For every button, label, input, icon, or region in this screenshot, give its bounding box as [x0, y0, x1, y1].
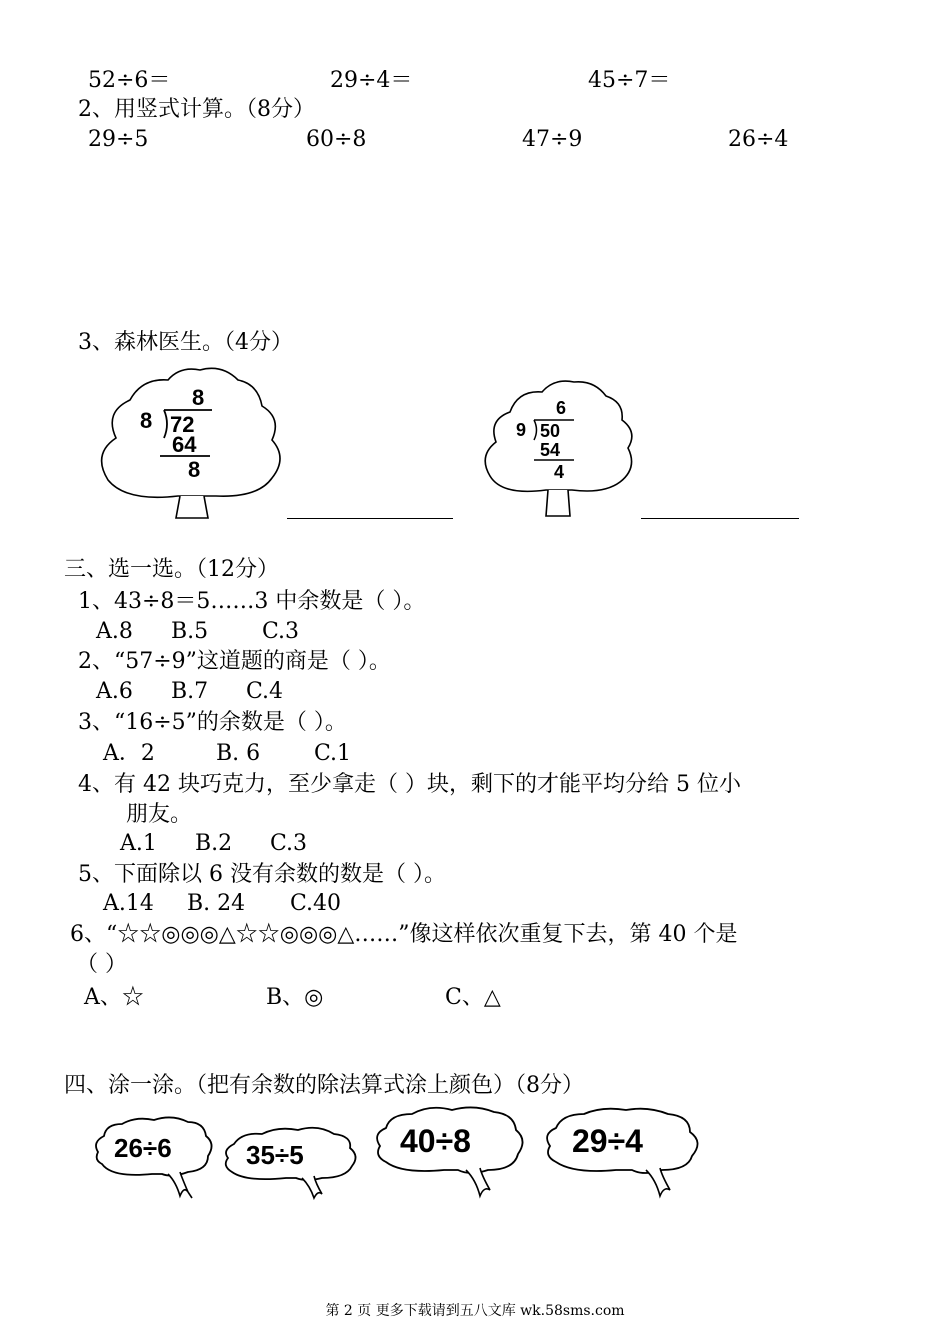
s3-q5-option-a: A.14	[103, 891, 154, 916]
s3-q6-text-cont: （ ）	[76, 952, 127, 977]
tree-1-remainder: 8	[188, 457, 201, 482]
tree-2-quotient: 6	[556, 398, 567, 418]
s3-q4-option-a: A.1	[120, 831, 157, 856]
tree-2-remainder: 4	[554, 462, 565, 482]
s3-q2-text: 2、“57÷9”这道题的商是（ ）。	[78, 649, 391, 674]
q2-item-3: 47÷9	[522, 127, 583, 152]
bubble-3[interactable]	[372, 1104, 528, 1202]
tree-2	[482, 378, 634, 518]
tree-2-product: 54	[540, 440, 561, 460]
s3-q6-text: 6、“☆☆◎◎◎△☆☆◎◎◎△……”像这样依次重复下去，第 40 个是	[70, 922, 738, 947]
s3-q6-option-b: B、◎	[266, 985, 324, 1010]
tree-1	[96, 362, 286, 520]
tree-1-product: 64	[172, 432, 197, 457]
s3-q5-option-b: B. 24	[187, 891, 246, 916]
s3-q1-option-b: B.5	[171, 619, 209, 644]
problem-29-div-4: 29÷4＝	[330, 68, 413, 93]
bubble-2-label: 35÷5	[246, 1140, 304, 1170]
bubble-1-label: 26÷6	[114, 1133, 172, 1163]
tree-1-divisor: 8	[140, 408, 153, 433]
s3-q4-text-cont: 朋友。	[126, 802, 193, 827]
bubble-4[interactable]	[542, 1106, 704, 1202]
s3-q6-option-c: C、△	[445, 985, 501, 1010]
s3-q1-option-a: A.8	[96, 619, 133, 644]
section4-title: 四、涂一涂。（把有余数的除法算式涂上颜色）（8分）	[64, 1073, 584, 1098]
tree-2-divisor: 9	[516, 420, 527, 440]
problem-45-div-7: 45÷7＝	[588, 68, 671, 93]
q2-item-2: 60÷8	[306, 127, 367, 152]
bubble-4-label: 29÷4	[572, 1123, 643, 1159]
bubble-2[interactable]	[222, 1124, 362, 1202]
s3-q3-option-b: B. 6	[216, 741, 261, 766]
tree-1-quotient: 8	[192, 385, 205, 410]
q2-item-4: 26÷4	[728, 127, 789, 152]
q3-title: 3、森林医生。（4分）	[78, 330, 293, 355]
bubble-3-label: 40÷8	[400, 1123, 471, 1159]
answer-blank-2[interactable]	[641, 518, 799, 519]
s3-q3-option-c: C.1	[314, 741, 352, 766]
s3-q4-option-c: C.3	[270, 831, 308, 856]
answer-blank-1[interactable]	[287, 518, 453, 519]
s3-q4-text: 4、有 42 块巧克力，至少拿走（ ）块，剩下的才能平均分给 5 位小	[78, 772, 741, 797]
s3-q5-option-c: C.40	[290, 891, 342, 916]
s3-q2-option-a: A.6	[96, 679, 133, 704]
page-footer: 第 2 页 更多下载请到五八文库 wk.58sms.com	[325, 1303, 625, 1319]
problem-52-div-6: 52÷6＝	[88, 68, 171, 93]
s3-q3-text: 3、“16÷5”的余数是（ ）。	[78, 710, 347, 735]
s3-q2-option-b: B.7	[171, 679, 209, 704]
s3-q1-text: 1、43÷8＝5……3 中余数是（ ）。	[78, 589, 426, 614]
tree-1-dividend: 72	[170, 412, 195, 437]
s3-q1-option-c: C.3	[262, 619, 300, 644]
bubble-1[interactable]	[92, 1112, 216, 1202]
s3-q2-option-c: C.4	[246, 679, 284, 704]
tree-2-dividend: 50	[540, 421, 561, 441]
s3-q6-option-a: A、☆	[84, 985, 144, 1010]
s3-q3-option-a: A．2	[103, 741, 155, 766]
q2-item-1: 29÷5	[88, 127, 149, 152]
section3-title: 三、选一选。（12分）	[64, 557, 279, 582]
s3-q4-option-b: B.2	[195, 831, 233, 856]
q2-title: 2、用竖式计算。（8分）	[78, 97, 315, 122]
s3-q5-text: 5、下面除以 6 没有余数的数是（ ）。	[78, 862, 446, 887]
